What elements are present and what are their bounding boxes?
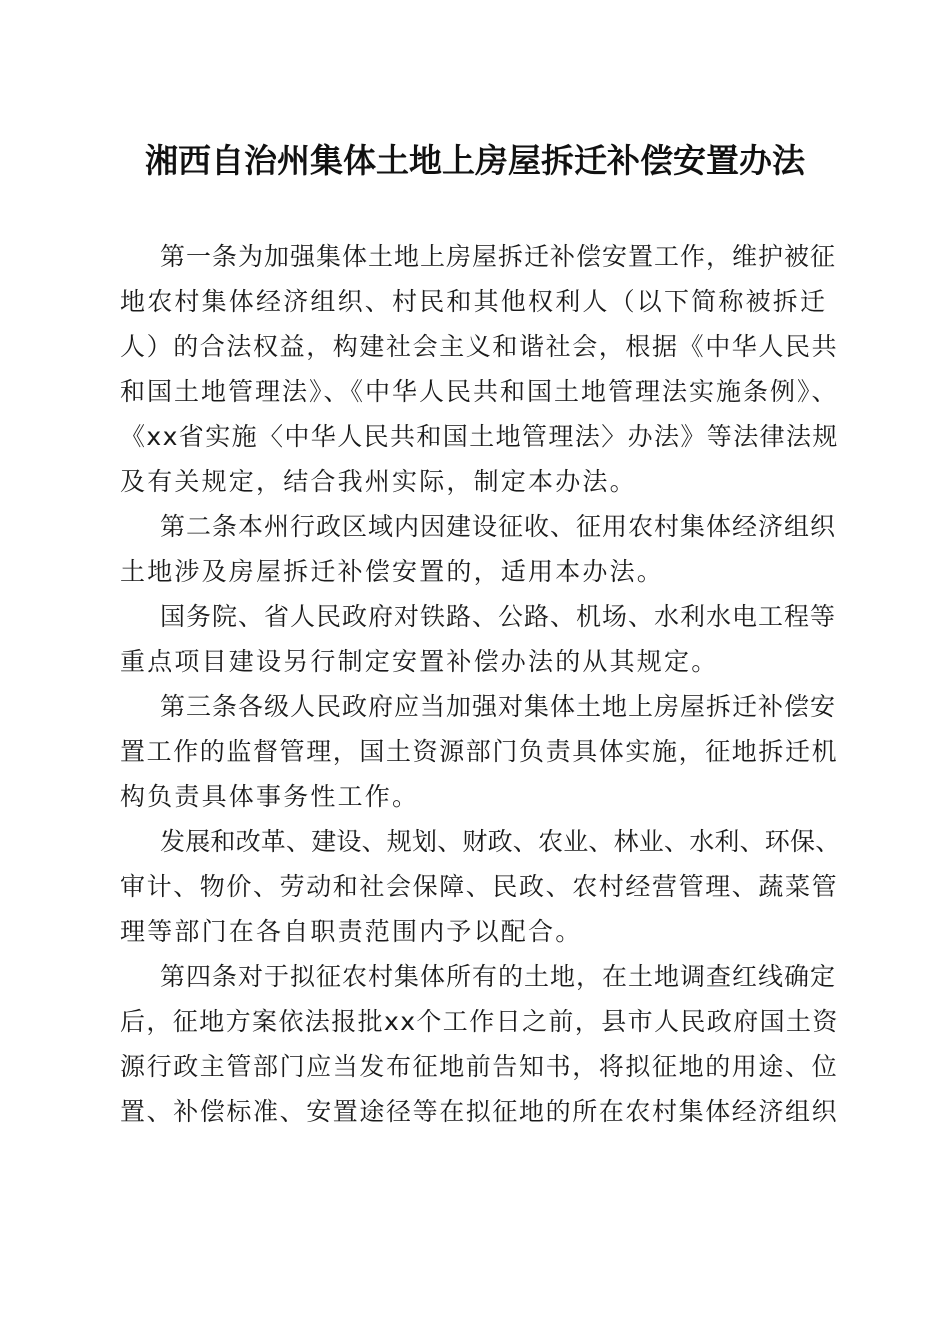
article-1-line-4: 和国土地管理法》、《中华人民共和国土地管理法实施条例》、 — [120, 377, 839, 406]
article-4-line-4: 置、补偿标准、安置途径等在拟征地的所在农村集体经济组织 — [120, 1097, 839, 1126]
article-2-line-2: 土地涉及房屋拆迁补偿安置的，适用本办法。 — [120, 557, 665, 586]
article-3-line-3: 构负责具体事务性工作。 — [120, 782, 420, 811]
document-title: 湘西自治州集体土地上房屋拆迁补偿安置办法 — [145, 141, 805, 180]
article-3-para-2-line-1: 发展和改革、建设、规划、财政、农业、林业、水利、环保、 — [160, 827, 841, 856]
article-1-line-1: 第一条为加强集体土地上房屋拆迁补偿安置工作，维护被征 — [160, 242, 837, 271]
article-4-line-2: 后，征地方案依法报批xx个工作日之前，县市人民政府国土资 — [120, 1007, 839, 1036]
article-4-line-3: 源行政主管部门应当发布征地前告知书，将拟征地的用途、位 — [120, 1052, 839, 1081]
article-3-line-1: 第三条各级人民政府应当加强对集体土地上房屋拆迁补偿安 — [160, 692, 837, 721]
article-1-line-5: 《xx省实施〈中华人民共和国土地管理法〉办法》等法律法规 — [120, 422, 839, 451]
article-1-line-3: 人）的合法权益，构建社会主义和谐社会，根据《中华人民共 — [120, 332, 839, 361]
article-3-line-2: 置工作的监督管理，国土资源部门负责具体实施，征地拆迁机 — [120, 737, 839, 766]
article-2-para-2-line-1: 国务院、省人民政府对铁路、公路、机场、水利水电工程等 — [160, 602, 837, 631]
article-2-line-1: 第二条本州行政区域内因建设征收、征用农村集体经济组织 — [160, 512, 837, 541]
article-3-para-2-line-3: 理等部门在各自职责范围内予以配合。 — [120, 917, 583, 946]
article-2-para-2-line-2: 重点项目建设另行制定安置补偿办法的从其规定。 — [120, 647, 719, 676]
article-3-para-2-line-2: 审计、物价、劳动和社会保障、民政、农村经营管理、蔬菜管 — [120, 872, 839, 901]
article-4-line-1: 第四条对于拟征农村集体所有的土地，在土地调查红线确定 — [160, 962, 837, 991]
article-1-line-2: 地农村集体经济组织、村民和其他权利人（以下简称被拆迁 — [120, 287, 828, 316]
article-1-line-6: 及有关规定，结合我州实际，制定本办法。 — [120, 467, 637, 496]
